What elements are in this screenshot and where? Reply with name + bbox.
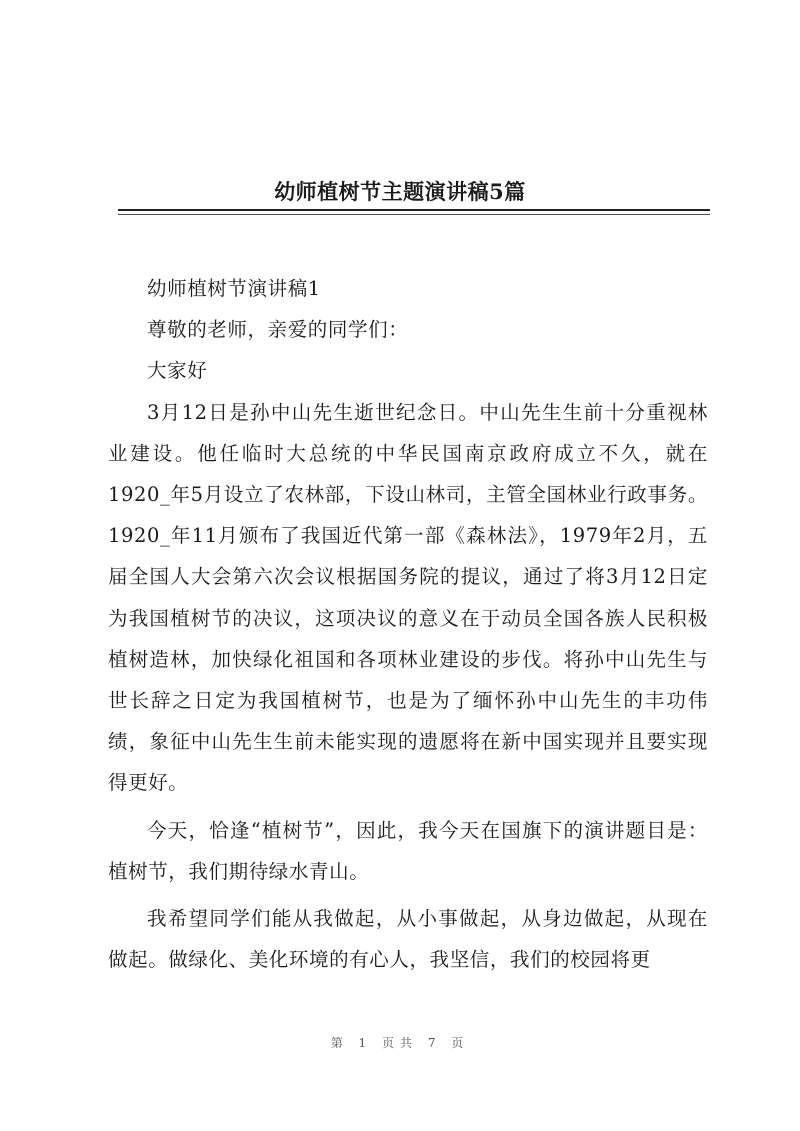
page-footer: 第 1 页共 7 页 <box>330 1036 470 1050</box>
title-divider <box>118 209 710 211</box>
document-title: 幼师植树节主题演讲稿5篇 <box>274 179 526 205</box>
body-paragraph: 3月12日是孙中山先生逝世纪念日。中山先生生前十分重视林业建设。他任临时大总统的中华民国南京政府成立不久，就在1920_年5月设立了农林部，下设山林司，主管全国林业行政事务。1920_年11月颁布了我国近代第一部《森林法》，1979年2月，五届全国人大会第六次会议根据国务院的提议，通过了将3月12日定为我国植树节的决议，这项决议的意义在于动员全国各族人民积极植树造林，加快绿化祖国和各项林业建设的步伐。将孙中山先生与世长辞之日定为我国植树节，也是为了缅怀孙中山先生的丰功伟绩，象征中山先生生前未能实现的遗愿将在新中国实现并且要实现得更好。 <box>108 400 708 795</box>
document-body <box>108 268 708 980</box>
salutation: 尊敬的老师，亲爱的同学们： <box>147 318 409 342</box>
body-paragraph: 今天，恰逢“植树节”，因此，我今天在国旗下的演讲题目是：植树节，我们期待绿水青山。 <box>108 818 708 883</box>
greeting: 大家好 <box>147 359 208 383</box>
title-divider-thin <box>118 214 710 215</box>
body-paragraph: 我希望同学们能从我做起，从小事做起，从身边做起，从现在做起。做绿化、美化环境的有心人，我坚信，我们的校园将更 <box>108 907 708 972</box>
section-heading: 幼师植树节演讲稿1 <box>147 277 321 300</box>
